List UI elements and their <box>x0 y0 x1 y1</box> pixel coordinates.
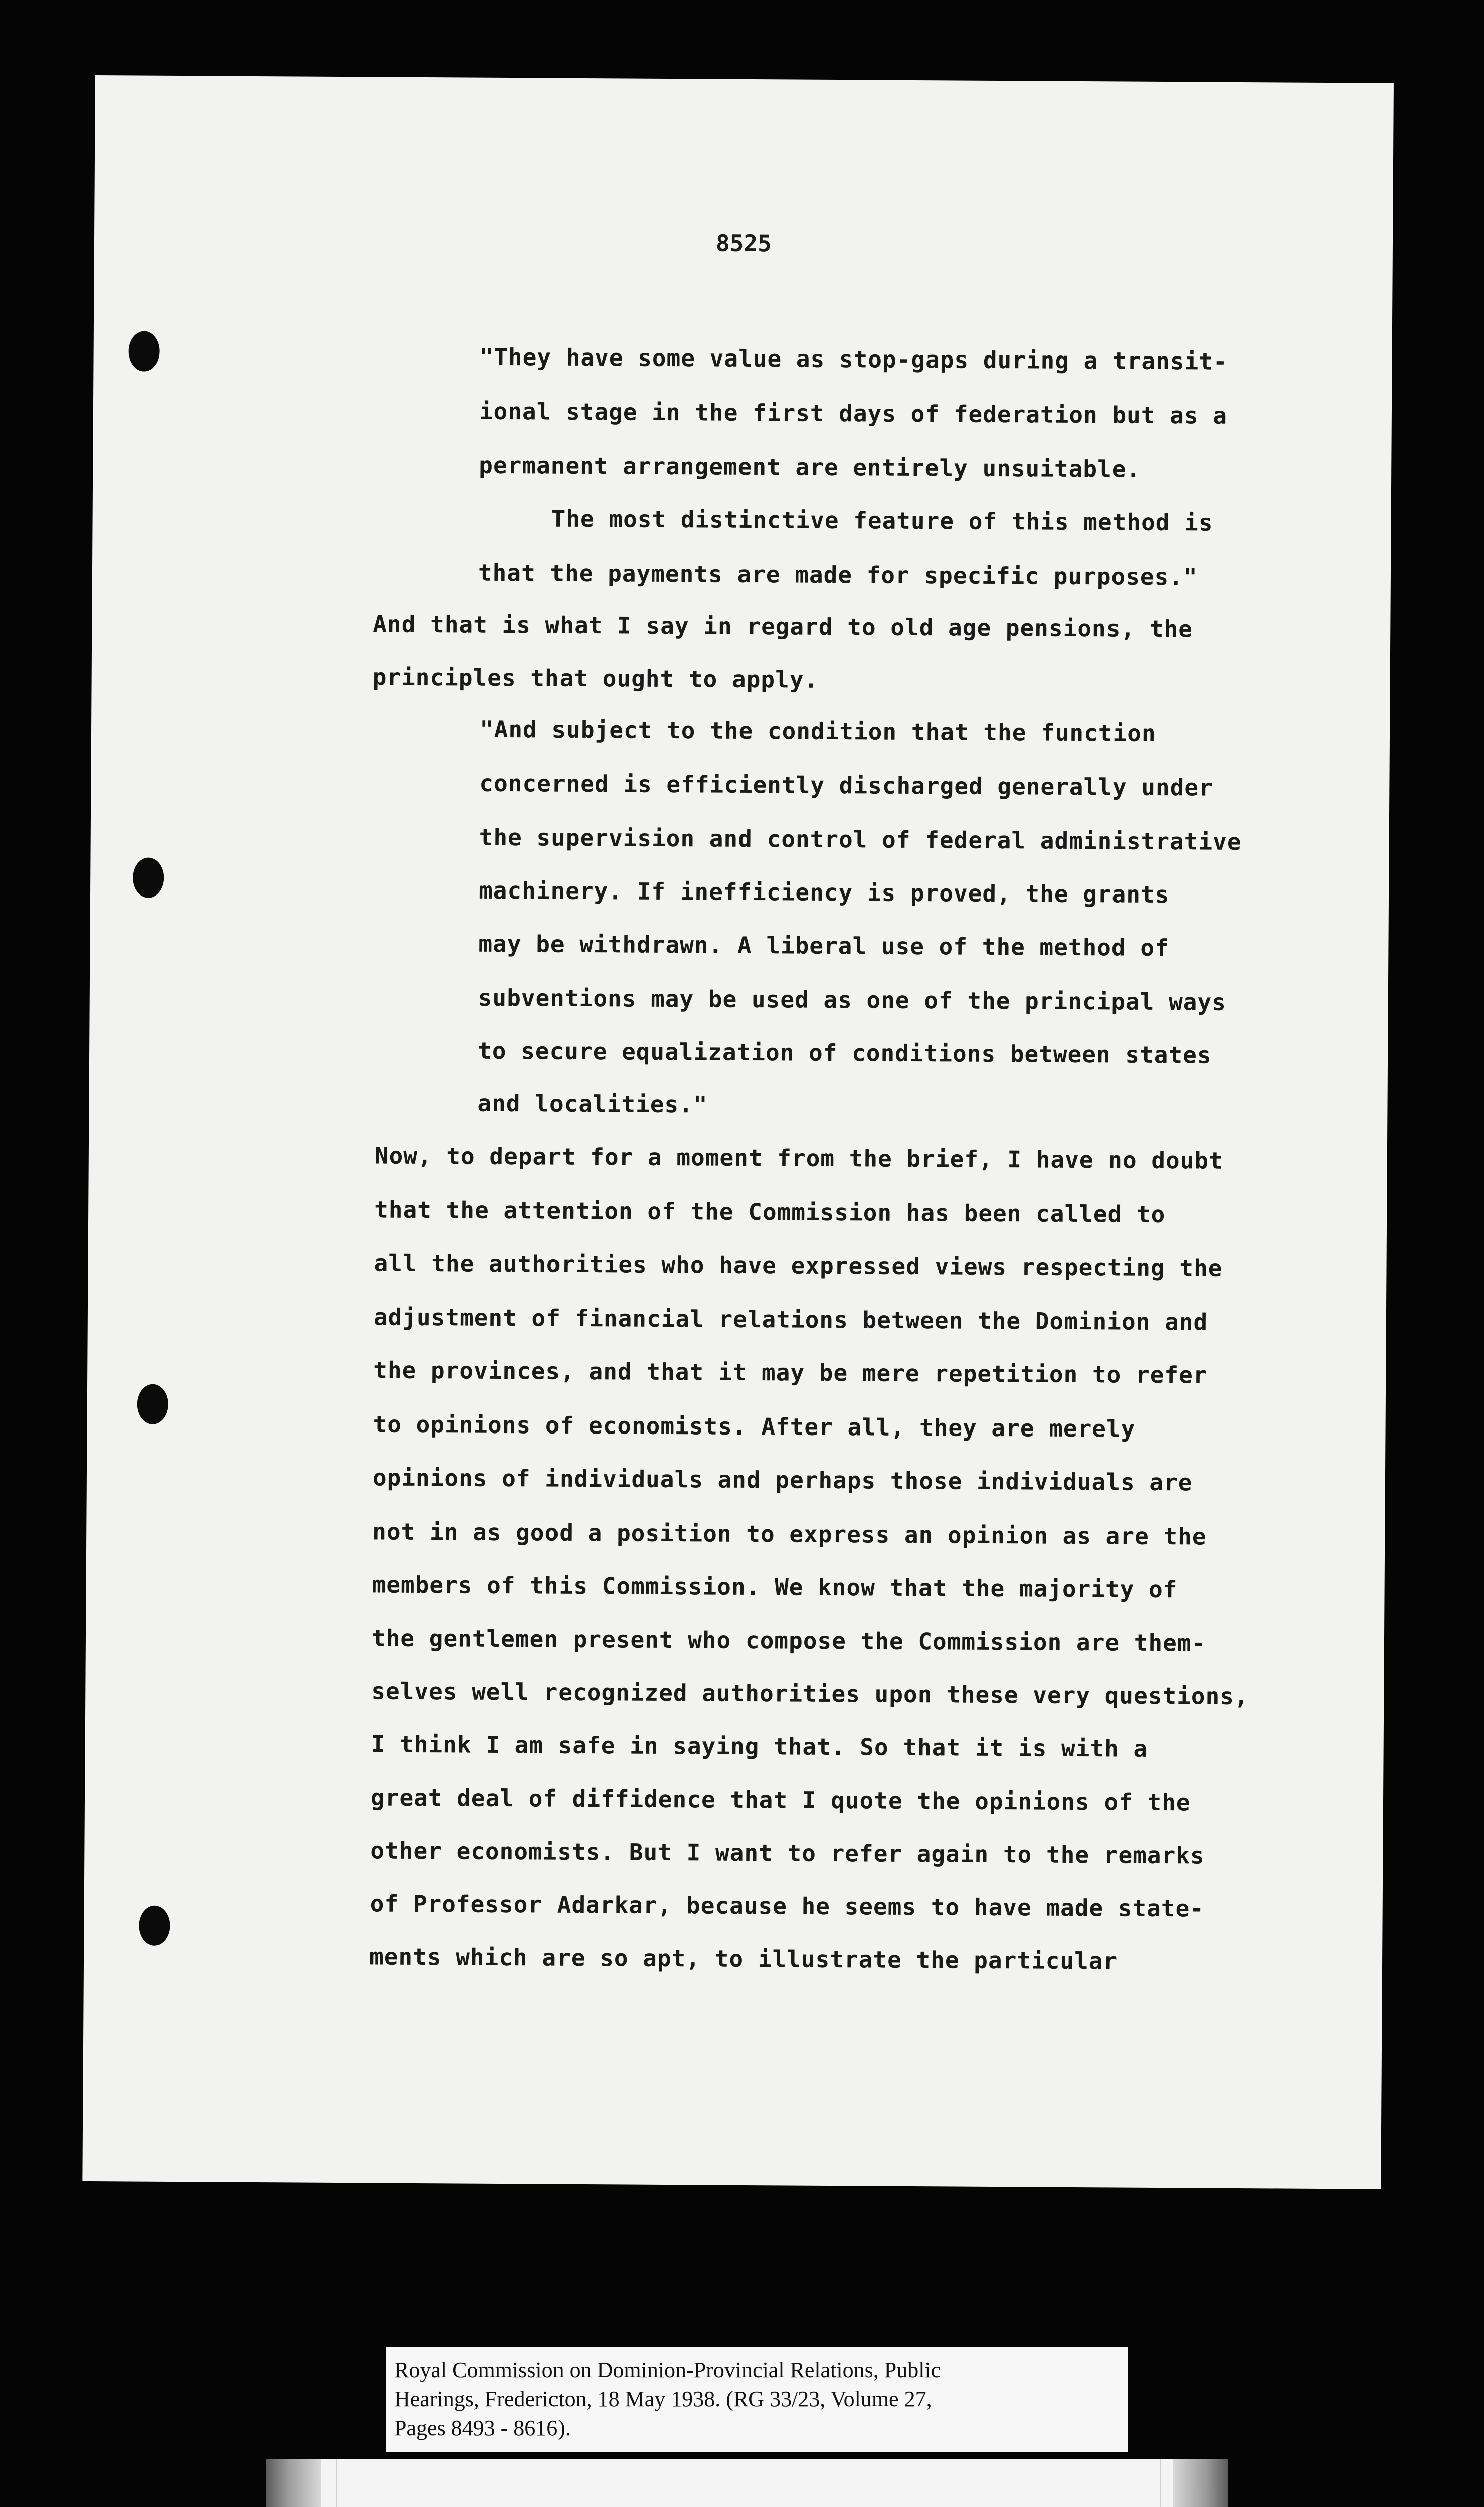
text-line: subventions may be used as one of the principal ways <box>478 984 1227 1016</box>
text-line: permanent arrangement are entirely unsuitable. <box>479 451 1141 483</box>
punch-hole <box>128 331 159 371</box>
text-line: And that is what I say in regard to old age pensions, the <box>373 610 1193 643</box>
text-line: to secure equalization of conditions between states <box>477 1037 1212 1069</box>
citation-line: Royal Commission on Dominion-Provincial Relations, Public <box>394 2358 941 2382</box>
punch-hole <box>139 1906 170 1946</box>
text-line: Now, to depart for a moment from the brief, I have no doubt <box>374 1142 1223 1174</box>
text-line: The most distinctive feature of this method is <box>551 505 1213 536</box>
text-line: the supervision and control of federal administrative <box>479 823 1242 855</box>
text-line: adjustment of financial relations between the Dominion and <box>373 1303 1208 1336</box>
text-line: may be withdrawn. A liberal use of the method of <box>478 930 1169 962</box>
text-line: "And subject to the condition that the function <box>479 715 1156 747</box>
text-line: the gentlemen present who compose the Commission are them- <box>371 1624 1206 1657</box>
text-line: that the payments are made for specific purposes." <box>478 559 1198 591</box>
text-line: ments which are so apt, to illustrate the particular <box>369 1943 1118 1975</box>
page-number: 8525 <box>715 229 772 257</box>
text-line: I think I am safe in saying that. So that it is with a <box>370 1730 1148 1762</box>
text-line: and localities." <box>477 1089 708 1118</box>
text-line: that the attention of the Commission has been called to <box>374 1196 1166 1228</box>
archives-stamp <box>266 2459 1228 2507</box>
text-line: all the authorities who have expressed views respecting the <box>374 1249 1223 1282</box>
stamp-edge <box>1173 2459 1228 2507</box>
stamp-edge <box>266 2459 321 2507</box>
text-line: opinions of individuals and perhaps those individuals are <box>372 1464 1193 1496</box>
text-line: selves well recognized authorities upon these very questions, <box>371 1677 1249 1710</box>
text-line: "They have some value as stop-gaps during a transit- <box>479 343 1228 375</box>
text-line: of Professor Adarkar, because he seems to have made state- <box>369 1890 1205 1922</box>
citation-line: Hearings, Fredericton, 18 May 1938. (RG 33/23, Volume 27, <box>394 2387 932 2411</box>
text-line: principles that ought to apply. <box>372 663 819 693</box>
punch-hole <box>133 857 164 898</box>
text-line: great deal of diffidence that I quote the opinions of the <box>370 1783 1191 1816</box>
text-line: not in as good a position to express an opinion as are the <box>372 1518 1207 1550</box>
text-line: machinery. If inefficiency is proved, the grants <box>478 876 1170 909</box>
text-line: other economists. But I want to refer again to the remarks <box>370 1837 1205 1869</box>
citation-label <box>386 2347 1128 2452</box>
document-page <box>82 75 1394 2189</box>
text-line: ional stage in the first days of federation but as a <box>479 397 1228 429</box>
text-line: members of this Commission. We know that the majority of <box>372 1571 1178 1603</box>
text-line: concerned is efficiently discharged generally under <box>479 769 1213 801</box>
text-line: the provinces, and that it may be mere repetition to refer <box>373 1356 1208 1389</box>
punch-hole <box>137 1384 168 1424</box>
citation-line: Pages 8493 - 8616). <box>394 2416 571 2440</box>
stamp-text-block <box>336 2459 1161 2507</box>
text-line: to opinions of economists. After all, they are merely <box>373 1410 1136 1443</box>
